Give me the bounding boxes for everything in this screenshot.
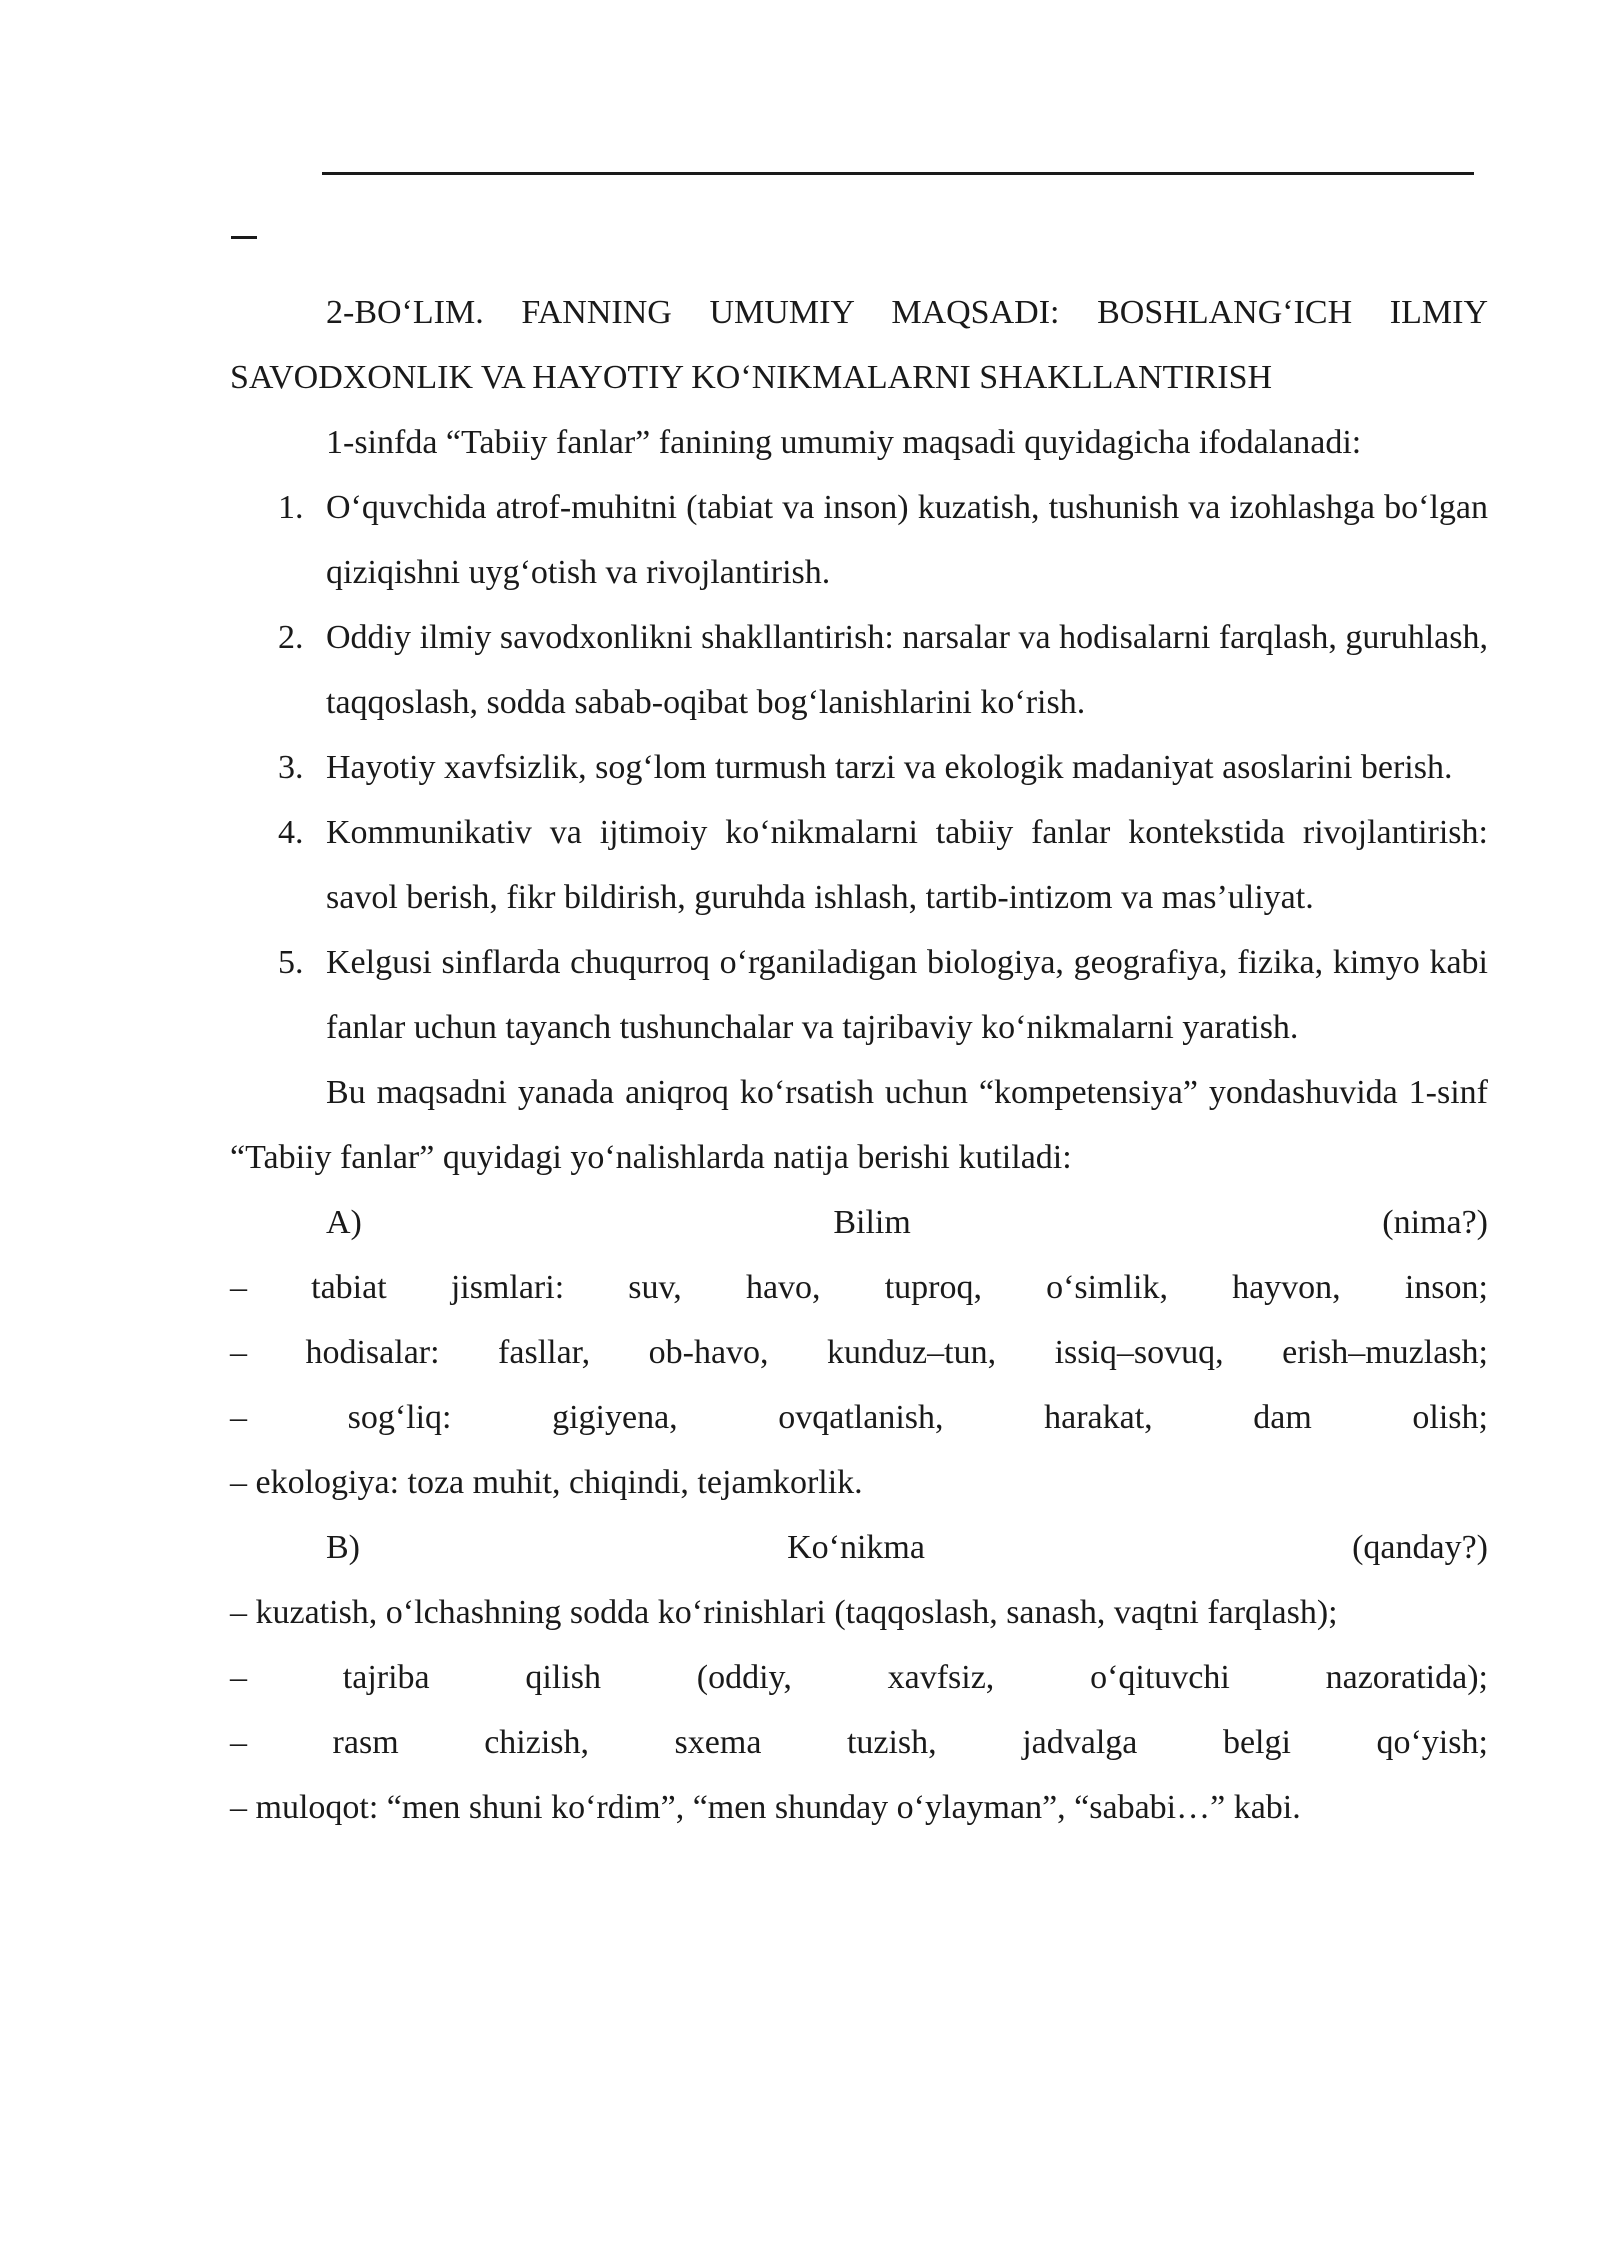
- word: havo,: [745, 1269, 821, 1306]
- word: olish;: [1412, 1399, 1488, 1436]
- goal-text: Kelgusi sinflarda chuqurroq o‘rganiladigan biologiya, geografiya, fizika, kimyo kabi fanlar uchun tayanch tushunchalar va tajribaviy ko‘nikmalarni yaratish.: [326, 944, 1488, 1046]
- word: belgi: [1222, 1724, 1291, 1761]
- section-a-line: [230, 1255, 1488, 1320]
- word: nazoratida);: [1325, 1659, 1488, 1696]
- word: jismlari:: [450, 1269, 565, 1306]
- section-heading: 2-BO‘LIM. FANNING UMUMIY MAQSADI: BOSHLANG‘ICH ILMIY SAVODXONLIK VA HAYOTIY KO‘NIKMALARNI SHAKLLANTIRISH: [230, 294, 1488, 396]
- word: tajriba: [342, 1659, 430, 1696]
- goal-item: [230, 605, 1488, 735]
- goals-list: [230, 475, 1488, 1060]
- section-a-heading: [230, 1190, 1488, 1255]
- word: qo‘yish;: [1376, 1724, 1488, 1761]
- goal-number: 2.: [278, 619, 304, 656]
- goal-text: Hayotiy xavfsizlik, sog‘lom turmush tarzi va ekologik madaniyat asoslarini berish.: [326, 749, 1453, 786]
- section-a-letter: A): [326, 1204, 362, 1241]
- goal-item: [230, 930, 1488, 1060]
- section-b-letter: B): [326, 1529, 360, 1566]
- word: kunduz–tun,: [827, 1334, 997, 1371]
- goal-item: [230, 475, 1488, 605]
- goal-number: 3.: [278, 749, 304, 786]
- word: –: [230, 1334, 247, 1371]
- section-a-line: [230, 1320, 1488, 1385]
- word: –: [230, 1269, 247, 1306]
- word: tuproq,: [884, 1269, 982, 1306]
- section-a-title: Bilim: [833, 1204, 911, 1241]
- word: qilish: [525, 1659, 601, 1696]
- word: (oddiy,: [696, 1659, 792, 1696]
- word: dam: [1253, 1399, 1312, 1436]
- goal-item: [230, 800, 1488, 930]
- word: –: [230, 1399, 247, 1436]
- word: issiq–sovuq,: [1054, 1334, 1224, 1371]
- word: o‘simlik,: [1046, 1269, 1168, 1306]
- section-b-line: [230, 1710, 1488, 1775]
- goal-number: 1.: [278, 489, 304, 526]
- document-body: [230, 280, 1488, 1840]
- competence-paragraph: Bu maqsadni yanada aniqroq ko‘rsatish uchun “kompetensiya” yondashuvida 1-sinf “Tabiiy fanlar” quyidagi yo‘nalishlarda natija berishi kutiladi:: [230, 1074, 1488, 1176]
- goal-text: Oddiy ilmiy savodxonlikni shakllantirish: narsalar va hodisalarni farqlash, guruhlash, taqqoslash, sodda sabab-oqibat bog‘lanishlarini ko‘rish.: [326, 619, 1488, 721]
- word: hayvon,: [1232, 1269, 1341, 1306]
- word: gigiyena,: [552, 1399, 678, 1436]
- word: o‘qituvchi: [1090, 1659, 1230, 1696]
- section-b-title: Ko‘nikma: [787, 1529, 925, 1566]
- section-b-question: (qanday?): [1352, 1529, 1488, 1566]
- word: tuzish,: [846, 1724, 937, 1761]
- goal-number: 4.: [278, 814, 304, 851]
- word: suv,: [628, 1269, 682, 1306]
- word: erish–muzlash;: [1282, 1334, 1488, 1371]
- word: fasllar,: [498, 1334, 591, 1371]
- section-a-last-line: – ekologiya: toza muhit, chiqindi, tejamkorlik.: [230, 1464, 863, 1501]
- word: chizish,: [484, 1724, 589, 1761]
- section-b-heading: [230, 1515, 1488, 1580]
- top-rule: [322, 172, 1474, 175]
- word: sog‘liq:: [347, 1399, 452, 1436]
- dash-mark: [231, 236, 257, 239]
- section-a-line: [230, 1385, 1488, 1450]
- word: xavfsiz,: [887, 1659, 995, 1696]
- section-b-first-line: – kuzatish, o‘lchashning sodda ko‘rinishlari (taqqoslash, sanash, vaqtni farqlash);: [230, 1594, 1338, 1631]
- section-b-last-line: – muloqot: “men shuni ko‘rdim”, “men shunday o‘ylayman”, “sababi…” kabi.: [230, 1789, 1301, 1826]
- goal-item: [230, 735, 1488, 800]
- goal-text: Kommunikativ va ijtimoiy ko‘nikmalarni tabiiy fanlar kontekstida rivojlantirish: savol berish, fikr bildirish, guruhda ishlash, tartib-intizom va mas’uliyat.: [326, 814, 1488, 916]
- section-b-line: [230, 1645, 1488, 1710]
- word: ovqatlanish,: [778, 1399, 944, 1436]
- word: harakat,: [1044, 1399, 1153, 1436]
- word: –: [230, 1659, 247, 1696]
- word: hodisalar:: [305, 1334, 440, 1371]
- word: –: [230, 1724, 247, 1761]
- intro-paragraph: 1-sinfda “Tabiiy fanlar” fanining umumiy maqsadi quyidagicha ifodalanadi:: [326, 424, 1362, 461]
- goal-number: 5.: [278, 944, 304, 981]
- goal-text: O‘quvchida atrof-muhitni (tabiat va inson) kuzatish, tushunish va izohlashga bo‘lgan qiziqishni uyg‘otish va rivojlantirish.: [326, 489, 1488, 591]
- word: sxema: [674, 1724, 762, 1761]
- word: inson;: [1404, 1269, 1488, 1306]
- word: jadvalga: [1022, 1724, 1138, 1761]
- word: tabiat: [311, 1269, 387, 1306]
- word: ob-havo,: [648, 1334, 769, 1371]
- section-a-question: (nima?): [1382, 1204, 1488, 1241]
- word: rasm: [332, 1724, 399, 1761]
